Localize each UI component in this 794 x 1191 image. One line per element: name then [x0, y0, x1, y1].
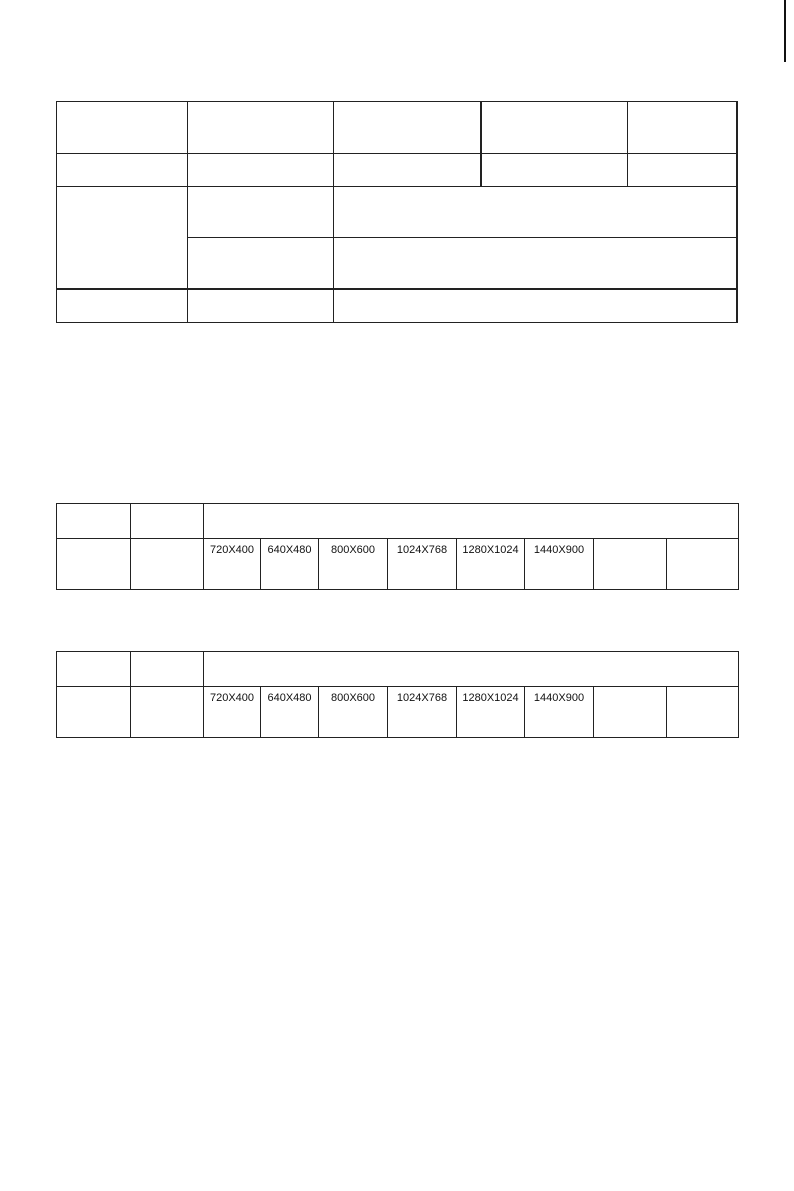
spec-cell — [57, 102, 188, 154]
spec-cell — [188, 187, 334, 238]
spec-cell — [628, 154, 737, 187]
spec-cell — [481, 102, 628, 154]
spec-table-row — [57, 289, 738, 323]
spec-cell — [334, 102, 481, 154]
timing-cell — [131, 539, 204, 590]
spec-table — [56, 101, 738, 323]
spec-cell — [334, 238, 737, 290]
timing-span-cell — [204, 504, 739, 539]
spec-cell — [188, 154, 334, 187]
timing-cell — [131, 652, 204, 687]
timing-cell — [131, 687, 204, 738]
timing-cell — [57, 504, 131, 539]
spec-table-row — [57, 154, 738, 187]
spec-cell — [481, 154, 628, 187]
resolution-cell: 1280X1024 — [457, 539, 525, 590]
spec-cell — [188, 238, 334, 290]
timing-cell — [57, 687, 131, 738]
timing-value-row — [57, 539, 739, 590]
timing-span-cell — [204, 652, 739, 687]
timing-header-row — [57, 504, 739, 539]
timing-cell — [667, 539, 739, 590]
timing-cell — [131, 504, 204, 539]
resolution-cell: 800X600 — [319, 539, 388, 590]
timing-cell — [57, 539, 131, 590]
timing-cell — [667, 687, 739, 738]
timing-cell — [594, 539, 667, 590]
timing-value-row — [57, 687, 739, 738]
resolution-cell: 640X480 — [261, 539, 319, 590]
resolution-cell: 1024X768 — [388, 687, 457, 738]
timing-cell — [594, 687, 667, 738]
spec-cell — [188, 289, 334, 323]
spec-cell — [628, 102, 737, 154]
spec-cell — [334, 289, 737, 323]
spec-cell — [57, 187, 188, 290]
resolution-cell: 800X600 — [319, 687, 388, 738]
spec-cell — [57, 154, 188, 187]
spec-table-row — [57, 102, 738, 154]
timing-cell — [57, 652, 131, 687]
resolution-cell: 720X400 — [204, 687, 261, 738]
resolution-cell: 1440X900 — [525, 539, 594, 590]
resolution-cell: 640X480 — [261, 687, 319, 738]
resolution-cell: 1440X900 — [525, 687, 594, 738]
timing-table-2 — [56, 651, 739, 738]
resolution-cell: 1024X768 — [388, 539, 457, 590]
spec-cell — [334, 187, 737, 238]
page-edge-mark — [784, 0, 786, 62]
resolution-cell: 720X400 — [204, 539, 261, 590]
spec-cell — [334, 154, 481, 187]
spec-table-row — [57, 187, 738, 238]
timing-table-1 — [56, 503, 739, 590]
timing-header-row — [57, 652, 739, 687]
spec-cell — [188, 102, 334, 154]
resolution-cell: 1280X1024 — [457, 687, 525, 738]
spec-cell — [57, 289, 188, 323]
